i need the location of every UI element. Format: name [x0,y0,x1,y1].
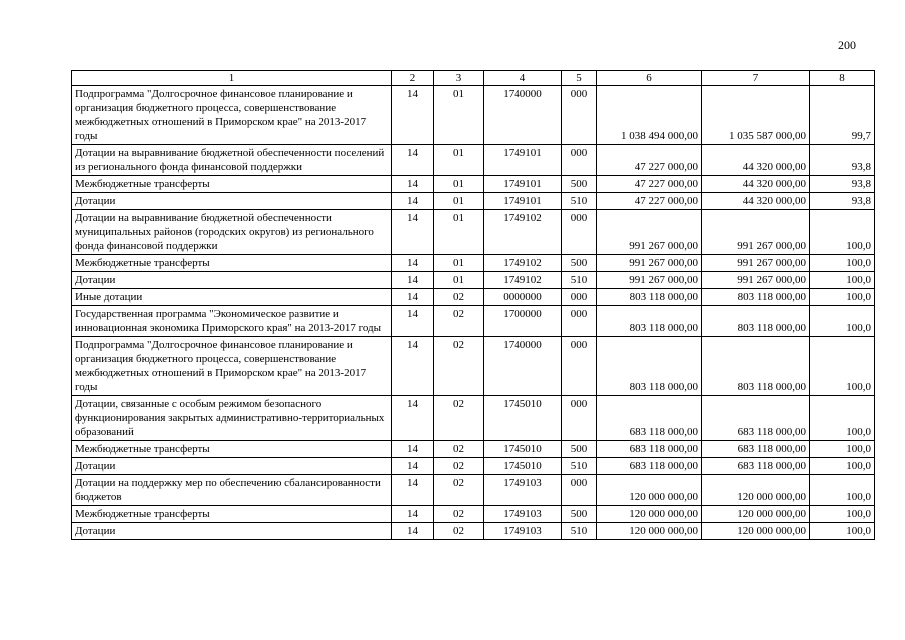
section-code-cell: 14 [392,441,434,458]
expense-type-cell: 510 [562,458,597,475]
item-name-cell: Дотации [72,458,392,475]
target-code-cell: 1749101 [484,176,562,193]
table-row [72,145,875,176]
subsection-code-cell: 01 [434,255,484,272]
percent-cell: 100,0 [810,337,875,396]
planned-amount-cell: 803 118 000,00 [597,337,702,396]
table-row [72,396,875,441]
item-name-cell: Государственная программа "Экономическое развитие и инновационная экономика Приморского края" на 2013-2017 годы [72,306,392,337]
target-code-cell: 1740000 [484,337,562,396]
target-code-cell: 1749103 [484,523,562,540]
section-code-cell: 14 [392,86,434,145]
actual-amount-cell: 44 320 000,00 [702,145,810,176]
table-row [72,475,875,506]
table-row [72,441,875,458]
expense-type-cell: 500 [562,506,597,523]
subsection-code-cell: 02 [434,506,484,523]
percent-cell: 100,0 [810,210,875,255]
table-body [72,86,875,540]
section-code-cell: 14 [392,193,434,210]
page-number: 200 [838,38,856,52]
item-name-cell: Дотации [72,272,392,289]
table-row [72,306,875,337]
subsection-code-cell: 02 [434,396,484,441]
section-code-cell: 14 [392,289,434,306]
expense-type-cell: 000 [562,86,597,145]
subsection-code-cell: 02 [434,306,484,337]
table-row [72,337,875,396]
planned-amount-cell: 1 038 494 000,00 [597,86,702,145]
subsection-code-cell: 01 [434,176,484,193]
actual-amount-cell: 683 118 000,00 [702,458,810,475]
table-row [72,289,875,306]
actual-amount-cell: 991 267 000,00 [702,210,810,255]
actual-amount-cell: 120 000 000,00 [702,506,810,523]
expense-type-cell: 000 [562,145,597,176]
subsection-code-cell: 01 [434,193,484,210]
planned-amount-cell: 683 118 000,00 [597,458,702,475]
subsection-code-cell: 02 [434,523,484,540]
planned-amount-cell: 991 267 000,00 [597,210,702,255]
planned-amount-cell: 991 267 000,00 [597,272,702,289]
table-row [72,86,875,145]
actual-amount-cell: 991 267 000,00 [702,272,810,289]
target-code-cell: 1749101 [484,145,562,176]
percent-cell: 100,0 [810,272,875,289]
target-code-cell: 1745010 [484,458,562,475]
item-name-cell: Дотации [72,523,392,540]
subsection-code-cell: 01 [434,272,484,289]
section-code-cell: 14 [392,176,434,193]
percent-cell: 100,0 [810,506,875,523]
table-row [72,506,875,523]
percent-cell: 100,0 [810,475,875,506]
header-cell: 2 [392,71,434,86]
percent-cell: 93,8 [810,145,875,176]
item-name-cell: Межбюджетные трансферты [72,441,392,458]
planned-amount-cell: 803 118 000,00 [597,306,702,337]
percent-cell: 100,0 [810,289,875,306]
planned-amount-cell: 120 000 000,00 [597,523,702,540]
percent-cell: 100,0 [810,396,875,441]
planned-amount-cell: 47 227 000,00 [597,193,702,210]
item-name-cell: Иные дотации [72,289,392,306]
percent-cell: 100,0 [810,458,875,475]
target-code-cell: 1749102 [484,255,562,272]
table-row [72,458,875,475]
item-name-cell: Дотации [72,193,392,210]
target-code-cell: 1749102 [484,272,562,289]
section-code-cell: 14 [392,210,434,255]
section-code-cell: 14 [392,255,434,272]
percent-cell: 93,8 [810,176,875,193]
table-row [72,210,875,255]
subsection-code-cell: 02 [434,458,484,475]
actual-amount-cell: 803 118 000,00 [702,337,810,396]
subsection-code-cell: 01 [434,210,484,255]
actual-amount-cell: 803 118 000,00 [702,289,810,306]
actual-amount-cell: 991 267 000,00 [702,255,810,272]
actual-amount-cell: 44 320 000,00 [702,193,810,210]
actual-amount-cell: 803 118 000,00 [702,306,810,337]
item-name-cell: Межбюджетные трансферты [72,176,392,193]
percent-cell: 100,0 [810,441,875,458]
percent-cell: 100,0 [810,255,875,272]
table-row [72,255,875,272]
planned-amount-cell: 120 000 000,00 [597,475,702,506]
expense-type-cell: 510 [562,523,597,540]
header-cell: 6 [597,71,702,86]
planned-amount-cell: 683 118 000,00 [597,396,702,441]
item-name-cell: Межбюджетные трансферты [72,255,392,272]
section-code-cell: 14 [392,506,434,523]
budget-table [71,70,875,540]
actual-amount-cell: 683 118 000,00 [702,441,810,458]
section-code-cell: 14 [392,272,434,289]
table-row [72,176,875,193]
subsection-code-cell: 02 [434,289,484,306]
expense-type-cell: 000 [562,289,597,306]
header-cell: 7 [702,71,810,86]
header-cell: 5 [562,71,597,86]
percent-cell: 100,0 [810,306,875,337]
planned-amount-cell: 47 227 000,00 [597,145,702,176]
item-name-cell: Дотации на поддержку мер по обеспечению сбалансированности бюджетов [72,475,392,506]
item-name-cell: Подпрограмма "Долгосрочное финансовое планирование и организация бюджетного процесса, совершенствование межбюджетных отношений в Приморском крае" на 2013-2017 годы [72,86,392,145]
subsection-code-cell: 02 [434,475,484,506]
target-code-cell: 1700000 [484,306,562,337]
section-code-cell: 14 [392,306,434,337]
target-code-cell: 1749103 [484,506,562,523]
target-code-cell: 1749103 [484,475,562,506]
planned-amount-cell: 120 000 000,00 [597,506,702,523]
planned-amount-cell: 803 118 000,00 [597,289,702,306]
item-name-cell: Подпрограмма "Долгосрочное финансовое планирование и организация бюджетного процесса, совершенствование межбюджетных отношений в Приморском крае" на 2013-2017 годы [72,337,392,396]
header-cell: 8 [810,71,875,86]
section-code-cell: 14 [392,523,434,540]
expense-type-cell: 000 [562,337,597,396]
section-code-cell: 14 [392,458,434,475]
expense-type-cell: 500 [562,255,597,272]
target-code-cell: 0000000 [484,289,562,306]
percent-cell: 99,7 [810,86,875,145]
percent-cell: 100,0 [810,523,875,540]
expense-type-cell: 500 [562,176,597,193]
expense-type-cell: 500 [562,441,597,458]
section-code-cell: 14 [392,396,434,441]
item-name-cell: Дотации, связанные с особым режимом безопасного функционирования закрытых административно-территориальных образований [72,396,392,441]
actual-amount-cell: 120 000 000,00 [702,475,810,506]
header-row [72,71,875,86]
actual-amount-cell: 44 320 000,00 [702,176,810,193]
target-code-cell: 1745010 [484,396,562,441]
expense-type-cell: 000 [562,306,597,337]
actual-amount-cell: 1 035 587 000,00 [702,86,810,145]
table-row [72,193,875,210]
item-name-cell: Дотации на выравнивание бюджетной обеспеченности поселений из регионального фонда финансовой поддержки [72,145,392,176]
expense-type-cell: 000 [562,475,597,506]
planned-amount-cell: 991 267 000,00 [597,255,702,272]
header-cell: 4 [484,71,562,86]
header-cell: 3 [434,71,484,86]
planned-amount-cell: 47 227 000,00 [597,176,702,193]
actual-amount-cell: 683 118 000,00 [702,396,810,441]
section-code-cell: 14 [392,475,434,506]
subsection-code-cell: 02 [434,337,484,396]
percent-cell: 93,8 [810,193,875,210]
target-code-cell: 1749101 [484,193,562,210]
header-cell: 1 [72,71,392,86]
target-code-cell: 1740000 [484,86,562,145]
section-code-cell: 14 [392,337,434,396]
expense-type-cell: 510 [562,272,597,289]
expense-type-cell: 000 [562,210,597,255]
table-row [72,272,875,289]
subsection-code-cell: 01 [434,145,484,176]
table-row [72,523,875,540]
planned-amount-cell: 683 118 000,00 [597,441,702,458]
actual-amount-cell: 120 000 000,00 [702,523,810,540]
target-code-cell: 1749102 [484,210,562,255]
subsection-code-cell: 02 [434,441,484,458]
expense-type-cell: 510 [562,193,597,210]
expense-type-cell: 000 [562,396,597,441]
item-name-cell: Межбюджетные трансферты [72,506,392,523]
subsection-code-cell: 01 [434,86,484,145]
item-name-cell: Дотации на выравнивание бюджетной обеспеченности муниципальных районов (городских округов) из регионального фонда финансовой поддержки [72,210,392,255]
section-code-cell: 14 [392,145,434,176]
target-code-cell: 1745010 [484,441,562,458]
